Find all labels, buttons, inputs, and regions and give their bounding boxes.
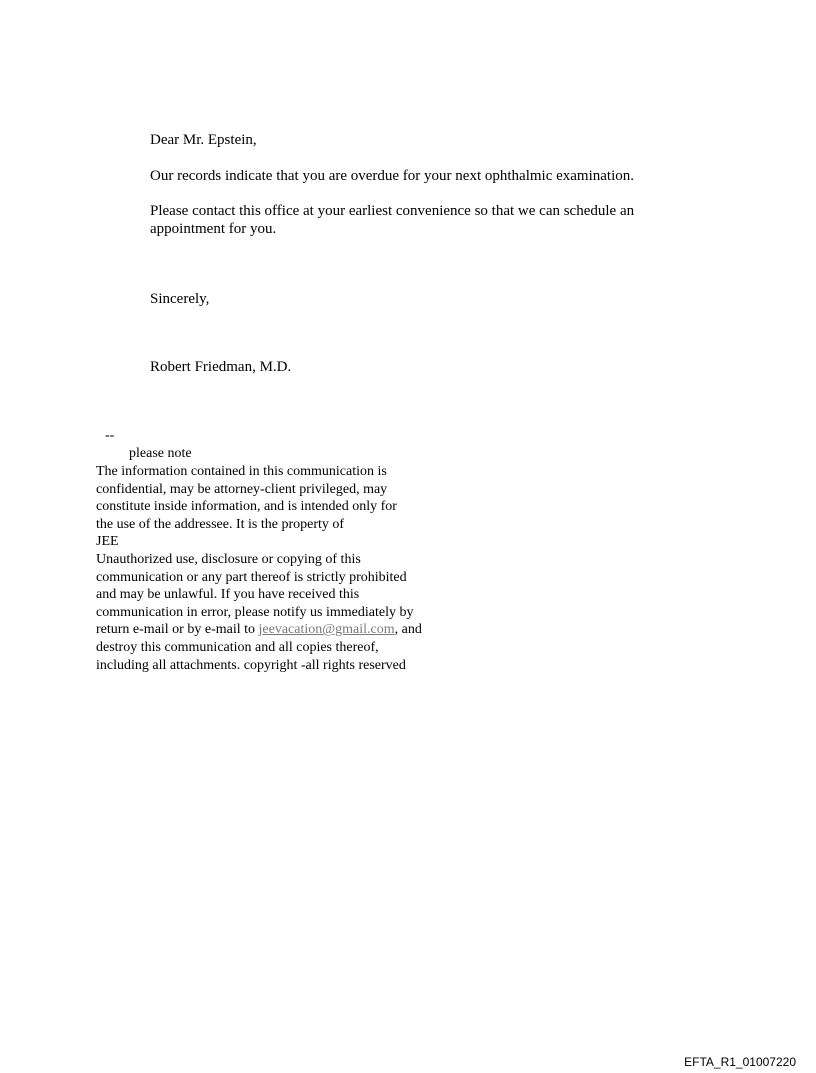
disclaimer-line-with-email <box>96 621 476 639</box>
disclaimer-line: Unauthorized use, disclosure or copying of this <box>96 551 361 567</box>
disclaimer-line-prefix: return e-mail or by e-mail to <box>96 622 259 638</box>
confidentiality-disclaimer <box>96 463 476 674</box>
disclaimer-line: communication in error, please notify us immediately by <box>96 604 414 620</box>
disclaimer-line: JEE <box>96 534 119 550</box>
email-link[interactable]: jeevacation@gmail.com <box>258 622 395 638</box>
disclaimer-heading: please note <box>129 446 192 461</box>
disclaimer-line: constitute inside information, and is intended only for <box>96 499 397 515</box>
disclaimer-line: the use of the addressee. It is the property of <box>96 516 345 532</box>
disclaimer-line: communication or any part thereof is strictly prohibited <box>96 569 407 585</box>
disclaimer-line: The information contained in this communication is <box>96 464 387 479</box>
document-id-stamp: EFTA_R1_01007220 <box>684 1055 796 1069</box>
disclaimer-line: and may be unlawful. If you have received this <box>96 587 360 603</box>
disclaimer-line: confidential, may be attorney-client privileged, may <box>96 481 388 497</box>
signature-separator: -- <box>105 428 115 443</box>
letter-greeting: Dear Mr. Epstein, <box>150 132 257 148</box>
disclaimer-line-suffix: , and <box>394 622 422 638</box>
disclaimer-line: destroy this communication and all copies thereof, <box>96 639 379 655</box>
letter-closing: Sincerely, <box>150 291 210 307</box>
letter-paragraph-overdue: Our records indicate that you are overdue for your next ophthalmic examination. <box>150 168 634 184</box>
letter-signature: Robert Friedman, M.D. <box>150 359 292 375</box>
letter-paragraph-contact: Please contact this office at your earliest convenience so that we can schedule an appointment for you. <box>150 203 635 237</box>
disclaimer-line: including all attachments. copyright -all rights reserved <box>96 657 406 673</box>
